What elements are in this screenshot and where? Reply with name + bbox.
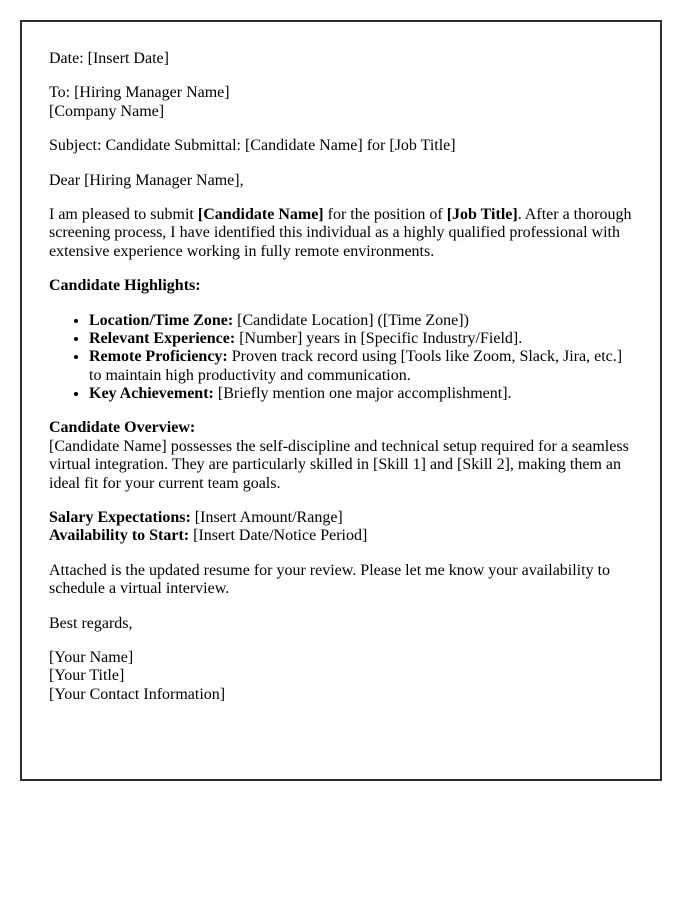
intro-paragraph xyxy=(49,206,633,261)
highlights-list xyxy=(49,312,633,404)
highlights-heading-text: Candidate Highlights: xyxy=(49,277,201,295)
candidate-name-placeholder: [Candidate Name] xyxy=(197,205,324,223)
signature-block xyxy=(49,649,633,704)
highlight-text: [Number] years in [Specific Industry/Field]. xyxy=(235,329,523,347)
letter-document xyxy=(20,20,662,781)
intro-rest: . After a thorough screening process, I have identified this individual as a highly qualified professional with extensive experience working in fully remote environments. xyxy=(49,205,632,260)
salary-availability-block xyxy=(49,509,633,546)
highlight-label: Location/Time Zone: xyxy=(89,311,234,329)
job-title-placeholder: [Job Title] xyxy=(446,205,518,223)
salutation: Dear [Hiring Manager Name], xyxy=(49,171,244,189)
signature-name: [Your Name] xyxy=(49,648,134,666)
to-line: To: [Hiring Manager Name] xyxy=(49,84,230,102)
recipient-block xyxy=(49,84,633,121)
availability-value: [Insert Date/Notice Period] xyxy=(189,527,368,545)
highlight-text: [Briefly mention one major accomplishment]. xyxy=(213,385,512,403)
availability-label: Availability to Start: xyxy=(49,527,190,545)
overview-heading: Candidate Overview: xyxy=(49,419,196,437)
overview-block xyxy=(49,419,633,493)
signature-contact: [Your Contact Information] xyxy=(49,685,226,703)
list-item xyxy=(89,348,633,385)
list-item xyxy=(89,330,633,348)
date-line: Date: [Insert Date] xyxy=(49,50,169,67)
signature-title: [Your Title] xyxy=(49,667,125,685)
highlight-label: Relevant Experience: xyxy=(89,329,236,347)
intro-mid: for the position of xyxy=(323,205,447,223)
highlight-text: Proven track record using [Tools like Zoom, Slack, Jira, etc.] to maintain high productivity and communication. xyxy=(89,348,623,384)
company-line: [Company Name] xyxy=(49,102,165,120)
salary-label: Salary Expectations: xyxy=(49,509,191,527)
closing-paragraph: Attached is the updated resume for your review. Please let me know your availability to schedule a virtual interview. xyxy=(49,561,611,598)
highlight-label: Remote Proficiency: xyxy=(89,348,228,366)
highlights-heading xyxy=(49,277,633,295)
highlight-text: [Candidate Location] ([Time Zone]) xyxy=(233,311,469,329)
list-item xyxy=(89,385,633,403)
sign-off: Best regards, xyxy=(49,614,133,632)
highlight-label: Key Achievement: xyxy=(89,385,214,403)
subject-line: Subject: Candidate Submittal: [Candidate Name] for [Job Title] xyxy=(49,137,456,155)
list-item xyxy=(89,312,633,330)
overview-body: [Candidate Name] possesses the self-discipline and technical setup required for a seamless virtual integration. They are particularly skilled in [Skill 1] and [Skill 2], making them an ideal fit for your current team goals. xyxy=(49,437,629,492)
intro-lead: I am pleased to submit xyxy=(49,205,198,223)
salary-value: [Insert Amount/Range] xyxy=(190,509,343,527)
